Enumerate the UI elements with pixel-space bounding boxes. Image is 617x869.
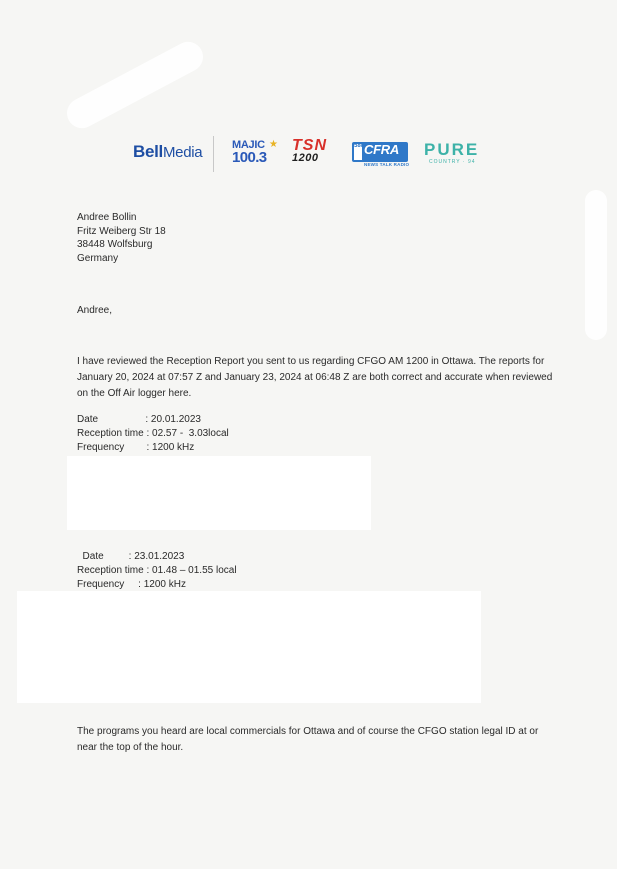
report1-date: Date : 20.01.2023 — [77, 414, 201, 425]
closing-paragraph: The programs you heard are local commercials for Ottawa and of course the CFGO station legal ID at or near the top of the hour. — [77, 726, 539, 753]
salutation: Andree, — [77, 305, 113, 316]
tsn-logo: TSN 1200 — [292, 137, 327, 164]
recipient-name: Andree Bollin — [77, 212, 137, 223]
scan-artifact — [585, 190, 607, 340]
redacted-block — [67, 456, 371, 530]
logo-strip — [131, 134, 491, 174]
redacted-block — [17, 591, 481, 703]
scan-artifact — [62, 37, 209, 134]
star-icon: ★ — [269, 139, 278, 150]
recipient-country: Germany — [77, 253, 119, 264]
cfra-logo: 580 CFRA NEWS TALK RADIO — [354, 142, 410, 167]
pure-country-logo: PURE — [424, 140, 480, 159]
report2-time: Reception time : 01.48 – 01.55 local — [77, 565, 237, 576]
intro-paragraph: I have reviewed the Reception Report you sent to us regarding CFGO AM 1200 in Ottawa. The reports for January 20, 2024 at 07:57 Z and January 23, 2024 at 06:48 Z are both correct and accurate when reviewed on the Off Air logger here. — [77, 356, 553, 399]
majic-logo: MAJIC 100.3 ★ — [232, 139, 278, 166]
report2-date: Date : 23.01.2023 — [77, 551, 185, 562]
report2-frequency: Frequency : 1200 kHz — [77, 579, 186, 590]
logo-divider — [213, 136, 214, 172]
recipient-street: Fritz Weiberg Str 18 — [77, 226, 166, 237]
recipient-city: 38448 Wolfsburg — [77, 239, 153, 250]
report1-frequency: Frequency : 1200 kHz — [77, 442, 195, 453]
bell-media-logo: BellMedia — [133, 142, 203, 161]
pure-country-sub: COUNTRY · 94 — [429, 159, 476, 165]
report1-time: Reception time : 02.57 - 3.03local — [77, 428, 229, 439]
